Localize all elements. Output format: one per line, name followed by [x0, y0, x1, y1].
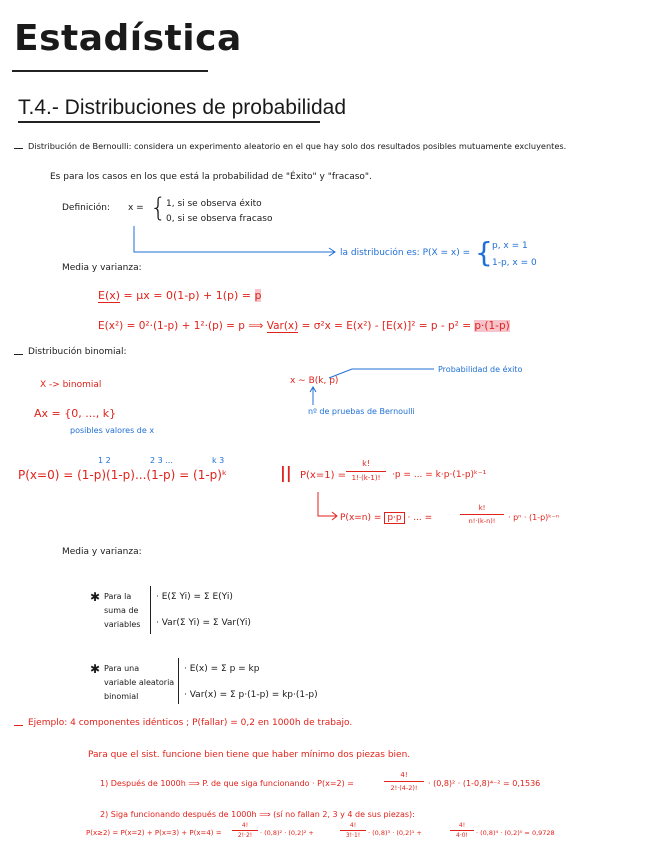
distribution-label: la distribución es: P(X = x) = — [340, 248, 471, 258]
binomial-px0: P(x=0) = (1-p)(1-p)...(1-p) = (1-p)ᵏ — [18, 468, 228, 482]
binomial-heading: Distribución binomial: — [28, 347, 127, 357]
q1-numerator: 4! — [400, 771, 408, 779]
bernoulli-note: Es para los casos en los que está la probabilidad de "Éxito" y "fracaso". — [50, 172, 372, 182]
pxn-box: p·p — [384, 512, 404, 524]
trials-label: nº de pruebas de Bernoulli — [308, 407, 415, 416]
binomial-px1-numerator: k! — [362, 459, 370, 468]
q2-f3-numerator: 4! — [458, 822, 466, 829]
example-heading: Ejemplo: 4 componentes idénticos ; P(fallar) = 0,2 en 1000h de trabajo. — [28, 718, 353, 728]
binomial-px1-lhs: P(x=1) = — [300, 470, 347, 481]
definition-x: x = — [128, 203, 144, 213]
page-title: Estadística — [14, 18, 242, 59]
sum-label-3: variables — [104, 620, 141, 629]
index-1: 1 2 — [98, 456, 111, 465]
binomial-ax-caption: posibles valores de x — [70, 426, 155, 435]
asterisk-icon: ✱ — [90, 662, 101, 676]
bernoulli-heading: Distribución de Bernoulli: considera un experimento aleatorio en el que hay solo dos resultados posibles mutuamente excluyentes. — [28, 141, 567, 151]
q1-rhs: · (0,8)² · (1-0,8)⁴⁻² = 0,1536 — [428, 779, 541, 788]
binomial-mean-label: Media y varianza: — [62, 547, 142, 557]
blue-brace-icon: { — [475, 236, 493, 269]
binomial-pxn-numerator: k! — [478, 504, 486, 512]
q2-f2-rhs: · (0,8)³ · (0,2)¹ + — [368, 829, 422, 837]
definition-case-failure: 0, si se observa fracaso — [166, 214, 273, 224]
q2-f1-denominator: 2!·2! — [237, 832, 253, 839]
variance-lhs: Var(x) — [266, 320, 299, 332]
sum-label-1: Para la — [104, 592, 132, 601]
sum-variance: · Var(Σ Yi) = Σ Var(Yi) — [156, 618, 251, 628]
q2-f3-denominator: 4·0! — [456, 832, 468, 839]
mean-result: p — [254, 289, 262, 302]
pxn-mid: · ... = — [407, 513, 433, 523]
bernoulli-mean-label: Media y varianza: — [62, 263, 142, 273]
sum-expectation: · E(Σ Yi) = Σ E(Yi) — [156, 592, 233, 602]
binomial-pxn-denominator: n!·(k-n)! — [468, 517, 496, 525]
example-q1: 1) Después de 1000h ⟹ P. de que siga funcionando · P(x=2) = — [100, 779, 355, 788]
one-var-label-1: Para una — [104, 664, 140, 673]
q2-f1-rhs: · (0,8)² · (0,2)² + — [260, 829, 314, 837]
index-3: k 3 — [212, 456, 225, 465]
q2-f2-denominator: 3!·1! — [345, 832, 361, 839]
mean-lhs: E(x) — [98, 289, 121, 302]
example-q2: 2) Siga funcionando después de 1000h ⟹ (sí no fallan 2, 3 y 4 de sus piezas): — [100, 810, 415, 819]
definition-case-success: 1, si se observa éxito — [166, 199, 262, 209]
variance-expectation: E(x²) = 0²·(1-p) + 1²·(p) = p ⟹ — [98, 320, 267, 332]
mean-mid: = μx = 0(1-p) + 1(p) = — [123, 289, 251, 302]
one-var-label-3: binomial — [104, 692, 139, 701]
variance-mid: = σ²x = E(x²) - [E(x)]² = p - p² = — [298, 320, 475, 332]
sum-label-2: suma de — [104, 606, 139, 615]
one-var-variance: · Var(x) = Σ p·(1-p) = kp·(1-p) — [184, 690, 318, 700]
q2-f2-numerator: 4! — [349, 822, 357, 829]
one-var-label-2: variable aleatoria — [104, 678, 175, 687]
q2-f3-rhs: · (0,8)⁴ · (0,2)⁰ = 0,9728 — [476, 829, 555, 837]
binomial-x-arrow: X -> binomial — [40, 380, 102, 390]
double-bar: || — [280, 463, 292, 482]
binomial-px1-denominator: 1!·(k-1)! — [351, 474, 381, 482]
variance-result: p·(1-p) — [474, 320, 510, 332]
example-intro: Para que el sist. funcione bien tiene que haber mínimo dos piezas bien. — [88, 750, 411, 760]
section-title: T.4.- Distribuciones de probabilidad — [18, 96, 347, 119]
q1-denominator: 2!·(4-2)! — [390, 784, 418, 792]
brace-icon: { — [150, 193, 167, 223]
success-probability-label: Probabilidad de éxito — [438, 365, 523, 374]
binomial-pxn-rhs: · pⁿ · (1-p)ᵏ⁻ⁿ — [508, 513, 560, 522]
q2-f1-numerator: 4! — [241, 822, 249, 829]
binomial-notation: x ∼ B(k, p) — [290, 376, 339, 386]
pxn-lhs: P(x=n) = — [340, 513, 382, 523]
binomial-ax-expr: Ax = {0, ..., k} — [34, 407, 117, 420]
definition-arrow — [134, 226, 334, 252]
distribution-case-1: p, x = 1 — [492, 241, 528, 251]
binomial-px1-rhs: ·p = ... = k·p·(1-p)ᵏ⁻¹ — [392, 470, 487, 480]
probability-arrow — [329, 369, 434, 378]
asterisk-icon: ✱ — [90, 590, 101, 604]
distribution-case-0: 1-p, x = 0 — [492, 258, 537, 268]
definition-label: Definición: — [62, 203, 111, 213]
one-var-expectation: · E(x) = Σ p = kp — [184, 664, 260, 674]
index-2: 2 3 ... — [150, 456, 173, 465]
q2-lhs: P(x≥2) = P(x=2) + P(x=3) + P(x=4) = — [86, 829, 222, 837]
